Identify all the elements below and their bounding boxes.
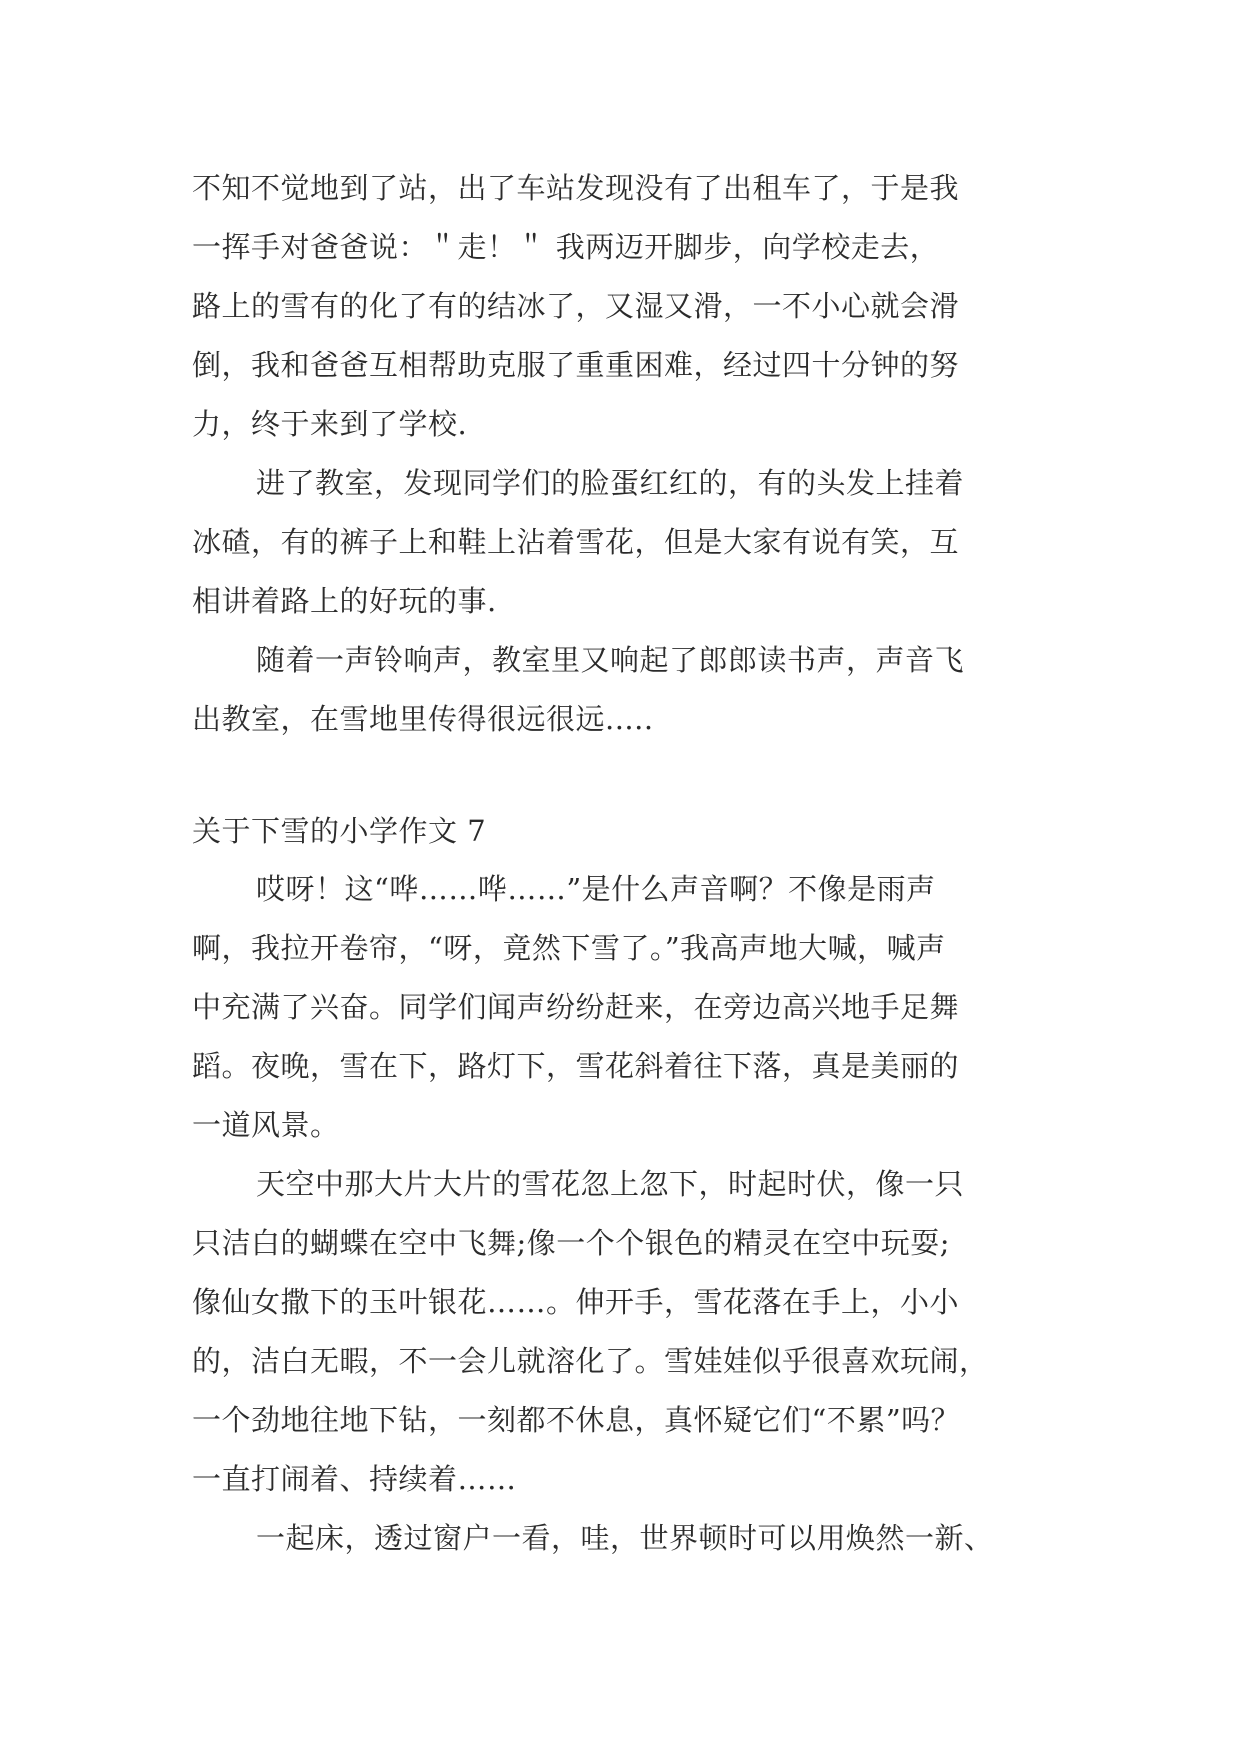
- text-line: 的，洁白无暇，不一会儿就溶化了。雪娃娃似乎很喜欢玩闹，: [192, 1344, 989, 1378]
- text-line: 一直打闹着、持续着……: [192, 1462, 517, 1496]
- text-line: 中充满了兴奋。同学们闻声纷纷赶来，在旁边高兴地手足舞: [192, 990, 960, 1024]
- text-line: 一起床，透过窗户一看，哇，世界顿时可以用焕然一新、: [256, 1521, 994, 1555]
- text-line: 啊，我拉开卷帘，“呀，竟然下雪了。”我高声地大喊，喊声: [192, 931, 946, 965]
- text-line: 蹈。夜晚，雪在下，路灯下，雪花斜着往下落，真是美丽的: [192, 1049, 960, 1083]
- text-line: 出教室，在雪地里传得很远很远.....: [192, 702, 654, 736]
- text-line: 哎呀！这“哗……哗……”是什么声音啊？不像是雨声: [256, 872, 936, 906]
- text-line: 力，终于来到了学校.: [192, 407, 468, 441]
- text-line: 倒，我和爸爸互相帮助克服了重重困难，经过四十分钟的努: [192, 348, 960, 382]
- text-line: 随着一声铃响声，教室里又响起了郎郎读书声，声音飞: [256, 643, 965, 677]
- text-line: 一道风景。: [192, 1108, 340, 1142]
- text-line: 只洁白的蝴蝶在空中飞舞;像一个个银色的精灵在空中玩耍;: [192, 1226, 951, 1260]
- text-line: 路上的雪有的化了有的结冰了，又湿又滑，一不小心就会滑: [192, 289, 960, 323]
- text-line: 相讲着路上的好玩的事.: [192, 584, 497, 618]
- text-line: 不知不觉地到了站，出了车站发现没有了出租车了，于是我: [192, 171, 960, 205]
- text-line: 像仙女撒下的玉叶银花……。伸开手，雪花落在手上，小小: [192, 1285, 960, 1319]
- text-line: 天空中那大片大片的雪花忽上忽下，时起时伏，像一只: [256, 1167, 965, 1201]
- section-title: 关于下雪的小学作文 7: [192, 814, 487, 848]
- text-line: 一挥手对爸爸说：＂走！＂ 我两迈开脚步，向学校走去，: [192, 230, 940, 264]
- text-line: 一个劲地往地下钻，一刻都不休息，真怀疑它们“不累”吗？: [192, 1403, 961, 1437]
- text-line: 冰碴，有的裤子上和鞋上沾着雪花，但是大家有说有笑，互: [192, 525, 960, 559]
- text-line: 进了教室，发现同学们的脸蛋红红的，有的头发上挂着: [256, 466, 965, 500]
